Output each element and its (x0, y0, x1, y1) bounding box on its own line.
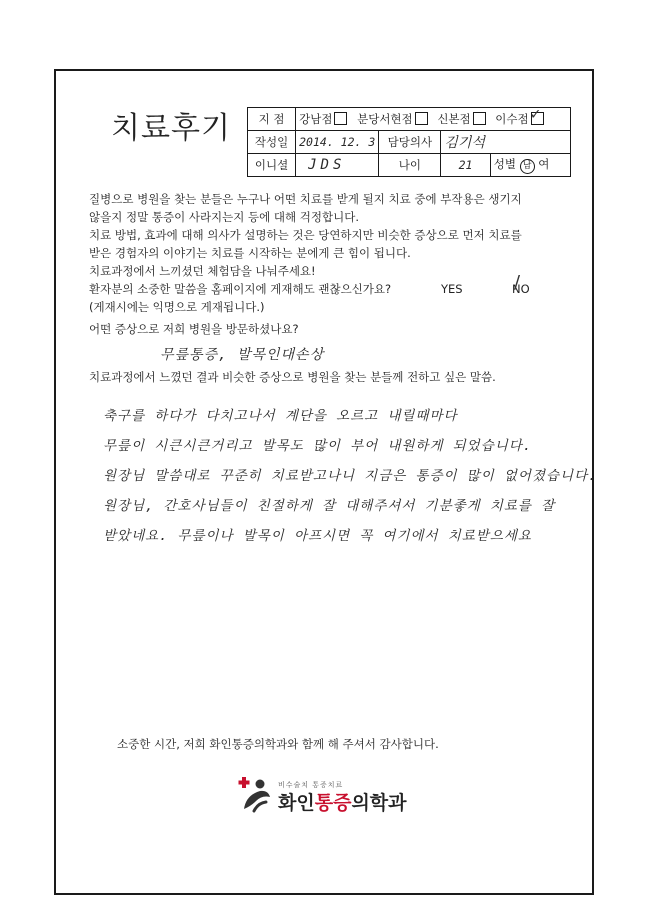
age-label: 나이 (379, 154, 441, 177)
doctor-label: 담당의사 (379, 131, 441, 154)
date-label: 작성일 (248, 131, 296, 154)
initials-field[interactable]: JDS (296, 154, 379, 177)
age-field[interactable]: 21 (441, 154, 490, 177)
clinic-logo-icon (236, 775, 276, 815)
branch-option-gangnam[interactable]: 강남점 (299, 111, 347, 127)
review-line: 원장님, 간호사님들이 친절하게 잘 대해주셔서 기분좋게 치료를 잘 (103, 498, 556, 514)
branch-option-bundang[interactable]: 분당서현점 (357, 111, 428, 127)
branch-label: 지 점 (248, 108, 296, 131)
symptom-answer[interactable]: 무릎통증, 발목인대손상 (160, 347, 325, 363)
checkbox[interactable] (415, 112, 428, 125)
review-question: 치료과정에서 느꼈던 결과 비슷한 증상으로 병원을 찾는 분들께 전하고 싶은 말씀. (89, 370, 496, 384)
consent-row: 환자분의 소중한 말씀을 홈페이지에 게재해도 괜찮으신가요? YES NO / (89, 280, 559, 298)
consent-no[interactable]: NO / (512, 280, 530, 298)
symptom-question: 어떤 증상으로 저희 병원을 방문하셨나요? (89, 322, 299, 336)
review-line: 원장님 말씀대로 꾸준히 치료받고나니 지금은 통증이 많이 없어졌습니다. (103, 468, 598, 484)
checkbox[interactable] (473, 112, 486, 125)
branch-options (296, 108, 571, 131)
page-title: 치료후기 (111, 111, 231, 146)
logo-name: 화인통증의학과 (278, 792, 407, 814)
closing-text: 소중한 시간, 저희 화인통증의학과와 함께 해 주셔서 감사합니다. (117, 737, 439, 751)
branch-option-isu[interactable]: 이수점✓ (495, 111, 543, 127)
initials-label: 이니셜 (248, 154, 296, 177)
gender-label: 성별 (493, 157, 516, 171)
review-line: 무릎이 시큰시큰거리고 발목도 많이 부어 내원하게 되었습니다. (103, 438, 532, 454)
gender-male-option[interactable]: 남 (520, 159, 535, 174)
checkbox[interactable] (334, 112, 347, 125)
review-line: 축구를 하다가 다치고나서 계단을 오르고 내릴때마다 (103, 408, 458, 424)
intro-text: 질병으로 병원을 찾는 분들은 누구나 어떤 치료를 받게 될지 치료 중에 부작용은 생기지 않을지 정말 통증이 사라지는지 등에 대해 걱정합니다. 치료 방법, 효과에 대해 의사가 설명하는 것은 당연하지만 비슷한 증상으로 먼저 치료를 받은 경험자의 이야기는 치료를 시작하는 분에게 큰 힘이 됩니다. 치료과정에서 느끼셨던 체험담을 나눠주세요! 환자분의 소중한 말씀을 홈페이지에 게재해도 괜찮으신가요? YES NO / (게재시에는 익명으로 게재됩니다.) (89, 190, 559, 316)
gender-field (490, 154, 570, 177)
date-field[interactable]: 2014. 12. 3 (296, 131, 379, 154)
checkbox-checked[interactable] (531, 112, 544, 125)
review-line: 받았네요. 무릎이나 발목이 아프시면 꼭 여기에서 치료받으세요 (103, 528, 532, 544)
info-table (247, 107, 571, 177)
branch-option-sinbon[interactable]: 신본점 (437, 111, 485, 127)
review-answer[interactable] (103, 404, 597, 554)
doctor-field[interactable]: 김기석 (441, 131, 571, 154)
consent-yes[interactable]: YES (441, 282, 463, 296)
gender-female-option[interactable]: 여 (538, 157, 550, 171)
logo-tagline: 비수술치 통증치료 (278, 781, 344, 789)
